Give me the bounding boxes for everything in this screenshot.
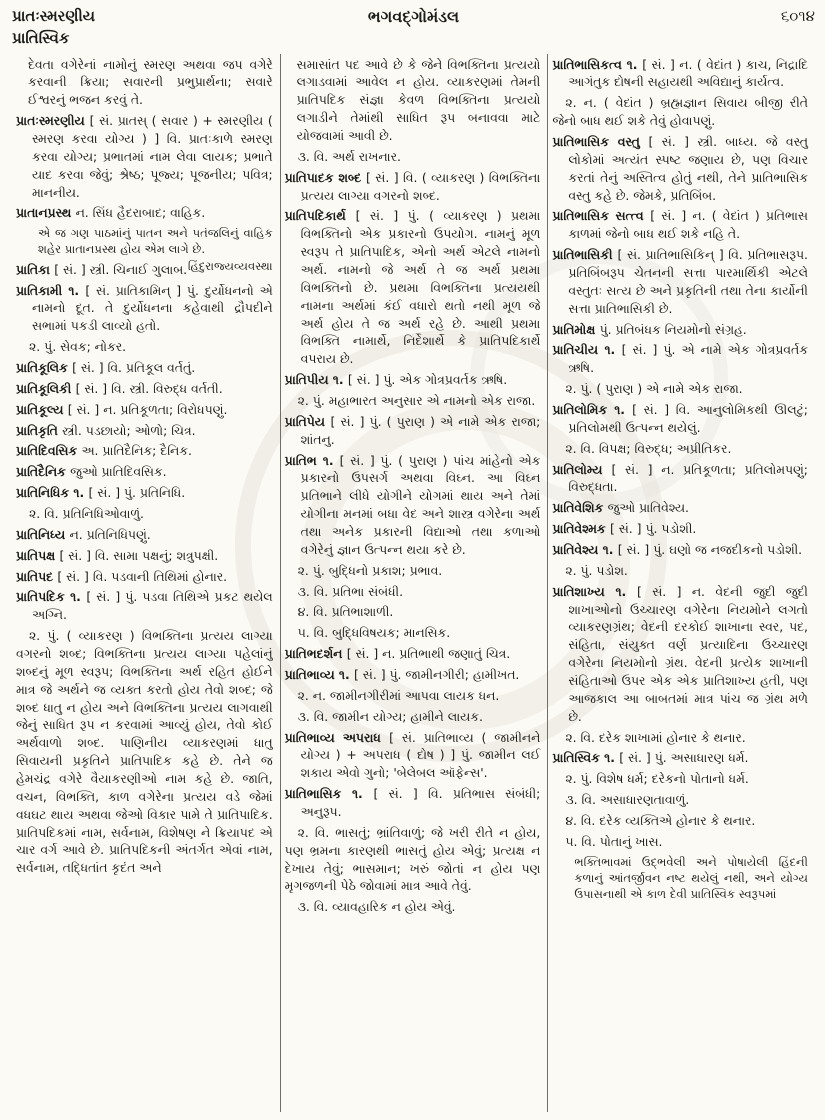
headword: પ્રાતિભાવ્ય અપરાધ	[284, 729, 390, 745]
headword: પ્રાતિપદિક ૧.	[16, 589, 87, 605]
sense-item: ૨. ન. ( વેદાંત ) બ્રહ્મજ્ઞાન સિવાય બીજી રીતે જેનો બાધ થઈ શકે તેવું હોવાપણું.	[552, 95, 808, 129]
dictionary-entry: પ્રાતિકૂલિકી [ સં. ] વિ. સ્ત્રી. વિરુદ્ધ વર્તતી.	[16, 380, 223, 396]
dictionary-entry: પ્રાતિલોમિક ૧. [ સં. ] વિ. આનુલોમિકથી ઊલટું; પ્રતિલોમથી ઉત્પન્ન થયેલું.	[552, 401, 808, 435]
headword: પ્રાતિકૂલિકી	[16, 380, 76, 396]
continuation-text: સમાસાંત પદ આવે છે કે જેને વિભક્તિના પ્રત્યયો લગાડવામાં આવેલ ન હોય. વ્યાકરણમાં તેમની પ્રાતિપદિક સંજ્ઞા કેવળ વિભક્તિના પ્રત્યયો લગાડીને તેમાંથી સાધિત રૂપ બનાવવા માટે યોજવામાં આવી છે.	[296, 56, 541, 143]
headword: પ્રાતિપેય	[284, 413, 331, 429]
page-number: ૬૦૧૪	[780, 7, 815, 25]
headword: પ્રાતિપક્ષ	[16, 547, 60, 563]
sense-item: ૨. વિ. પ્રતિનિધિઓવાળું.	[29, 505, 144, 521]
dictionary-entry: પ્રાતિપાદક શબ્દ [ સં. ] વિ. ( વ્યાકરણ ) વિભક્તિના પ્રત્યય લાગ્યા વગરનો શબ્દ.	[284, 169, 541, 203]
dictionary-entry: પ્રાતિવેશ્મક [ સં. ] પું. પડોશી.	[552, 521, 697, 537]
headword: પ્રાતિપાદક શબ્દ	[284, 169, 367, 185]
sense-item: ૩. વિ. જામીન યોગ્ય; હામીને લાયક.	[297, 708, 483, 724]
headword: પ્રાતિકા	[16, 261, 55, 277]
dictionary-entry: પ્રાતિનિધ્ય ન. પ્રતિનિધિપણું.	[16, 526, 151, 542]
headword: પ્રાતિપદિકાર્થ	[284, 208, 356, 224]
dictionary-entry: પ્રાતિશાખ્ય ૧. [ સં. ] ન. વેદની જુદી જુદી શાખાઓનો ઉચ્ચારણ વગેરેના નિયમોને લગતો વ્યાકરણગ્રંથ; વેદની દરકોઈ શાખાના સ્વર, પદ, સંહિતા, સંયુક્ત વર્ણ પ્રત્યાદિના ઉચ્ચારણ વગેરેના નિયમોનો ગ્રંથ. વેદની પ્રત્યેક શાખાની સંહિતાઓ ઉપર એક એક પ્રાતિશાખ્ય હતી, પણ આજકાલ આ બાબતમાં માત્ર પાંચ જ ગ્રંથ મળે છે.	[552, 583, 808, 724]
headword: પ્રાતાનપ્રસ્થ	[16, 205, 76, 221]
sense-item: ૨. પું. સેવક; નોકર.	[29, 339, 127, 355]
page-header	[12, 6, 815, 50]
headword: પ્રાતિકામી ૧.	[16, 282, 86, 298]
sense-item: ૩. વિ. પ્રતિભા સંબંધી.	[297, 583, 404, 599]
sense-item: ૫. વિ. બુદ્ધિવિષયક; માનસિક.	[297, 625, 451, 641]
headword: પ્રાતિવેશિક	[552, 500, 608, 516]
dictionary-entry: પ્રાતિભાસિકત્વ ૧. [ સં. ] ન. ( વેદાંત ) કાચ, નિદ્રાદિ આગંતુક દોષની સહાયથી અવિદ્યાનું કાર્યત્વ.	[552, 56, 808, 90]
sense-item: ૨. વિ. વિપક્ષ; વિરુદ્ધ; અપ્રીતિકર.	[565, 440, 732, 456]
sense-item: ૨. પું. મહાભારત અનુસાર એ નામનો એક રાજા.	[297, 392, 536, 408]
dictionary-entry: પ્રાતિચીય ૧. [ સં. ] પું. એ નામે એક ગોત્રપ્રવર્તક ઋષિ.	[552, 342, 808, 376]
dictionary-entry: પ્રાતિપદ [ સં. ] વિ. પડવાની તિથિમાં હોનાર.	[16, 568, 228, 584]
dictionary-entry: પ્રાતિલોમ્ય [ સં. ] ન. પ્રતિકૂળતા; પ્રતિલોમપણું; વિરુદ્ધતા.	[552, 461, 808, 495]
dictionary-entry: પ્રાતિવેશ્ય ૧. [ સં. ] પું. ઘણો જ નજદીકનો પડોશી.	[552, 541, 803, 557]
sense-item: ૨. પું. પડોશ.	[565, 562, 628, 578]
column-3	[547, 54, 815, 1112]
headword: પ્રાતિભાસિકી	[552, 247, 618, 263]
headword: પ્રાતિદૈનિક	[16, 464, 71, 480]
headword: પ્રાતિભાવ્ય ૧.	[284, 667, 355, 682]
dictionary-entry: પ્રાતિભ ૧. [ સં. ] પું. ( પુરાણ ) પાંચ માંહેનો એક પ્રકારનો ઉપસર્ગ અથવા વિઘ્ન. આ વિઘ્ન પ્રતિભાને લીધે યોગીને યોગમાં થાય અને તેમાં યોગીના મનમાં બધા વેદ અને શાસ્ત્ર વગેરેના અર્થ તથા અનેક પ્રકારની વિદ્યાઓ તથા કળાઓ વગેરેનું જ્ઞાન ઉત્પન્ન થયા કરે છે.	[284, 452, 541, 557]
headword: પ્રાતિનિધિક ૧.	[16, 485, 89, 501]
sense-item: ૨. પું. ( વ્યાકરણ ) વિભક્તિના પ્રત્યય લાગ્યા વગરનો શબ્દ; વિભક્તિના પ્રત્યય લાગ્યા પહેલાંનું શબ્દનું મૂળ સ્વરૂપ; વિભક્તિના અર્થ રહિત હોઈને માત્ર જે અર્થને જ વ્યક્ત કરતો હોય તેવો શબ્દ; જે શબ્દ ધાતુ ન હોય અને વિભક્તિના પ્રત્યય લાગવાથી જેનું સાધિત રૂપ ન કરવામાં આવ્યું હોય, તેવો કોઈ અર્થવાળો શબ્દ. પાણિનીય વ્યાકરણમાં ધાતુ સિવાયની પ્રકૃતિને પ્રાતિપાદિક કહે છે. તેને જ હેમચંદ્ર વગેરે વૈયાકરણીઓ નામ કહે છે. જાતિ, વચન, વિભક્તિ, કાળ વગેરેના પ્રત્યય વડે જેમાં વધઘટ થાય અથવા જેઓ વિકાર પામે તે પ્રાતિપાદિક. પ્રાતિપદિકમાં નામ, સર્વનામ, વિશેષણ ને ક્રિયાપદ એ ચાર વર્ગ આવે છે. પ્રાતિપદિકની અંતર્ગત એવાં નામ, સર્વનામ, તદ્ધિતાંત કૃદંત અને	[16, 628, 273, 876]
headword: પ્રાતિલોમ્ય	[552, 461, 612, 477]
dictionary-entry: પ્રાતિમોક્ષ પું. પ્રતિબંધક નિયમોનો સંગ્રહ.	[552, 321, 747, 337]
headword: પ્રાતિભદર્શન	[284, 646, 347, 662]
headword: પ્રાતિસ્વિક ૧.	[552, 750, 620, 766]
sense-item: ૩. વિ. વ્યાવહારિક ન હોય એવું.	[297, 899, 456, 915]
sense-item: ૪. વિ. પ્રતિભાશાળી.	[297, 604, 394, 620]
dictionary-entry: પ્રાતિદૈનિક જુઓ પ્રાતિદિવસિક.	[16, 464, 167, 480]
sense-item: ૨. પું. બુદ્ધિનો પ્રકાશ; પ્રભાવ.	[297, 562, 443, 578]
citation-note: એ જ ગણ પાઠમાંનું પાતન અને પતંજલિનું વાહિક શહેર પ્રાતાનપ્રસ્થ હોય એમ લાગે છે. હિંદુરાજ્યવ્યવસ્થા	[38, 226, 273, 273]
dictionary-entry: પ્રાતિભાવ્ય ૧. [ સં. ] પું. જામીનગીરી; હામીખત.	[284, 667, 520, 682]
dictionary-entry: પ્રાતિકૂલિક [ સં. ] વિ. પ્રતિકૂલ વર્તતું.	[16, 359, 196, 375]
dictionary-entry: પ્રાતિપક્ષ [ સં. ] વિ. સામા પક્ષનું; શત્રુપક્ષી.	[16, 547, 219, 563]
dictionary-entry: પ્રાતિભાસિક સત્ત્વ [ સં. ] ન. ( વેદાંત ) પ્રતિભાસ કાળમાં જેનો બાધ થઈ શકે નહિ તે.	[552, 208, 808, 242]
headword: પ્રાતિવેશ્મક	[552, 521, 610, 537]
dictionary-entry: પ્રાતિભાસિક વસ્તુ [ સં. ] સ્ત્રી. બાધ્ય. જે વસ્તુ લોકોમાં અત્યંત સ્પષ્ટ જણાય છે, પણ વિચાર કરતાં તેનું અસ્તિત્વ હોતું નથી, તેને પ્રાતિભાસિક વસ્તુ કહે છે. જેમકે, પ્રતિબિંબ.	[552, 133, 808, 203]
headword: પ્રાતિચીય ૧.	[552, 342, 622, 358]
dictionary-entry: પ્રાતિકૃતિ સ્ત્રી. પડછાયો; ઓળો; ચિત્ર.	[16, 422, 196, 438]
column-2	[280, 54, 548, 1112]
headword: પ્રાતિદિવસિક	[16, 443, 82, 459]
dictionary-entry: પ્રાતિપીય ૧. [ સં. ] પું. એક ગોત્રપ્રવર્તક ઋષિ.	[284, 372, 508, 388]
dictionary-entry: પ્રાતિભાસિક ૧. [ સં. ] વિ. પ્રતિભાસ સંબંધી; અનુરૂપ.	[284, 786, 541, 820]
continuation-text: દેવતા વગેરેનાં નામોનું સ્મરણ અથવા જપ વગેરે કરવાની ક્રિયા; સવારની પ્રભુપ્રાર્થના; સવારે ઈશ્વરનું ભજન કરવું તે.	[28, 56, 273, 108]
dictionary-entry: પ્રાતિવેશિક જુઓ પ્રાતિવેશ્ય.	[552, 500, 689, 516]
headword: પ્રાતિભાસિક વસ્તુ	[552, 133, 649, 149]
dictionary-entry: પ્રાતિપદિક ૧. [ સં. ] પું. પડવા તિથિએ પ્રકટ થયેલ અગ્નિ.	[16, 589, 273, 623]
headword: પ્રાતિભાસિકત્વ ૧.	[552, 56, 643, 72]
sense-item: ૪. વિ. દરેક વ્યક્તિએ હોનાર કે થનાર.	[565, 813, 756, 829]
running-head-left	[12, 6, 368, 50]
headword: પ્રાતિવેશ્ય ૧.	[552, 541, 618, 557]
dictionary-entry: પ્રાતિસ્વિક ૧. [ સં. ] પું. અસાધારણ ધર્મ.	[552, 750, 749, 766]
dictionary-entry: પ્રાતિકામી ૧. [ સં. પ્રાતિકામિન્ ] પું. દુર્યોધનનો એ નામનો દૂત. તે દુર્યોધનના કહેવાથી દ્રૌપદીને સભામાં પકડી લાવ્યો હતો.	[16, 282, 273, 334]
dictionary-entry: પ્રાતઃસ્મરણીય [ સં. પ્રાતસ્ ( સવાર ) + સ્મરણીય ( સ્મરણ કરવા યોગ્ય ) ] વિ. પ્રાતઃકાળે સ્મરણ કરવા યોગ્ય; પ્રભાતમાં નામ લેવા લાયક; પ્રભાતે યાદ કરવા જેવું; શ્રેષ્ઠ; પૂજ્ય; પૂજનીય; પવિત્ર; માનનીય.	[16, 113, 273, 200]
dictionary-entry: પ્રાતિભાસિકી [ સં. પ્રાતિભાસિકિન્ ] વિ. પ્રતિભાસરૂપ. પ્રતિબિંબરૂપ ચેતનની સત્તા પારમાર્થિકી એટલે વસ્તુતઃ સત્ય છે અને પ્રકૃતિની તથા તેના કાર્યોની સત્તા પ્રાતિભાસિકી છે.	[552, 247, 808, 316]
text-columns	[12, 54, 815, 1112]
headword: પ્રાતિનિધ્ય	[16, 526, 70, 542]
headword: પ્રાતિભ ૧.	[284, 452, 340, 468]
source-attribution: હિંદુરાજ્યવ્યવસ્થા	[187, 258, 273, 273]
sense-item: ૨. વિ. દરેક શાખામાં હોનાર કે થનાર.	[565, 729, 746, 745]
headword: પ્રાતિકૃતિ	[16, 422, 63, 438]
sense-item: ૨. પું. ( પુરાણ ) એ નામે એક રાજા.	[565, 381, 743, 397]
dictionary-entry: પ્રાતિપદિકાર્થ [ સં. ] પું. ( વ્યાકરણ ) પ્રથમા વિભક્તિનો એક પ્રકારનો ઉપયોગ. નામનું મૂળ સ્વરૂપ તે પ્રાતિપાદિક, એનો અર્થ એટલે નામનો અર્થ. નામનો જે અર્થ તે જ અર્થ પ્રથમા વિભક્તિનો છે. પ્રથમા વિભક્તિના પ્રત્યયથી નામના અર્થમાં કંઈ વધારો થતો નથી મૂળ જે અર્થ હોય તે જ અર્થ રહે છે. આથી પ્રથમા વિભક્તિ નામાર્થે, નિર્દેશાર્થે કે પ્રાતિપદિકાર્થે વપરાય છે.	[284, 208, 541, 367]
headword: પ્રાતિપીય ૧.	[284, 372, 348, 388]
book-title: ભગવદ્ગોમંડલ	[367, 7, 460, 26]
dictionary-entry: પ્રાતિપેય [ સં. ] પું. ( પુરાણ ) એ નામે એક રાજા; શાંતનુ.	[284, 413, 541, 447]
citation-note: ભક્તિભાવમાં ઉદ્ભવેલી અને પોષાયેલી હિંદની કળાનું આંતર્જીવન નષ્ટ થયેલું નથી, અને યોગ્ય ઉપાસનાથી એ કાળ દેવી પ્રાતિસ્વિક સ્વરૂપમાં	[574, 854, 808, 902]
headword: પ્રાતિભાસિક ૧.	[284, 786, 374, 802]
headword: પ્રાતિકૂલિક	[16, 359, 73, 375]
dictionary-entry: પ્રાતિકૂલ્ય [ સં. ] ન. પ્રતિકૂળતા; વિરોધપણું.	[16, 401, 228, 417]
sense-item: ૨. પું. વિશેષ ધર્મ; દરેકનો પોતાનો ધર્મ.	[565, 771, 749, 787]
headword: પ્રાતિપદ	[16, 568, 58, 584]
dictionary-entry: પ્રાતાનપ્રસ્થ ન. સિંધ હૈદરાબાદ; વાહિક.	[16, 205, 206, 221]
column-1	[12, 54, 280, 1112]
sense-item: ૩. વિ. અર્થ રાખનાર.	[297, 148, 401, 164]
dictionary-entry: પ્રાતિકા [ સં. ] સ્ત્રી. ચિનાઈ ગુલાબ.	[16, 261, 188, 277]
sense-item: ૨. વિ. ભાસતું; ભ્રાંતિવાળું; જે ખરી રીતે ન હોય, પણ ભ્રમના કારણથી ભાસતું હોય એવું; પ્રત્યક્ષ ન દેખાય તેવું; ભાસમાન; ખરું જોતાં ન હોય પણ મૃગજળની પેઠે જોવામાં માત્ર આવે તેવું.	[284, 824, 541, 894]
headword: પ્રાતિકૂલ્ય	[16, 401, 68, 417]
headword: પ્રાતિશાખ્ય ૧.	[552, 583, 637, 599]
sense-item: ૫. વિ. પોતાનું ખાસ.	[565, 833, 663, 849]
running-head-first-entry: પ્રાતઃસ્મરણીય	[12, 7, 96, 25]
sense-item: ૨. ન. જામીનગીરીમાં આપવા લાયક ધન.	[297, 687, 500, 703]
dictionary-entry: પ્રાતિભાવ્ય અપરાધ [ સં. પ્રાતિભાવ્ય ( જામીનને યોગ્ય ) + અપરાધ ( દોષ ) ] પું. જામીન લઈ શકાય એવો ગુનો; 'બેલેબલ ઑફેન્સ'.	[284, 729, 541, 781]
sense-item: ૩. વિ. અસાધારણતાવાળું.	[565, 792, 690, 808]
headword: પ્રાતઃસ્મરણીય	[16, 113, 90, 129]
headword: પ્રાતિભાસિક સત્ત્વ	[552, 208, 651, 224]
dictionary-entry: પ્રાતિદિવસિક અ. પ્રાતિદૈનિક; દૈનિક.	[16, 443, 192, 459]
running-head-last-entry: પ્રાતિસ્વિક	[12, 28, 70, 47]
dictionary-entry: પ્રાતિભદર્શન [ સં. ] ન. પ્રતિભાથી જણાતું ચિત્ર.	[284, 646, 511, 662]
headword: પ્રાતિમોક્ષ	[552, 321, 600, 337]
dictionary-entry: પ્રાતિનિધિક ૧. [ સં. ] પું. પ્રતિનિધિ.	[16, 485, 186, 501]
headword: પ્રાતિલોમિક ૧.	[552, 401, 633, 417]
